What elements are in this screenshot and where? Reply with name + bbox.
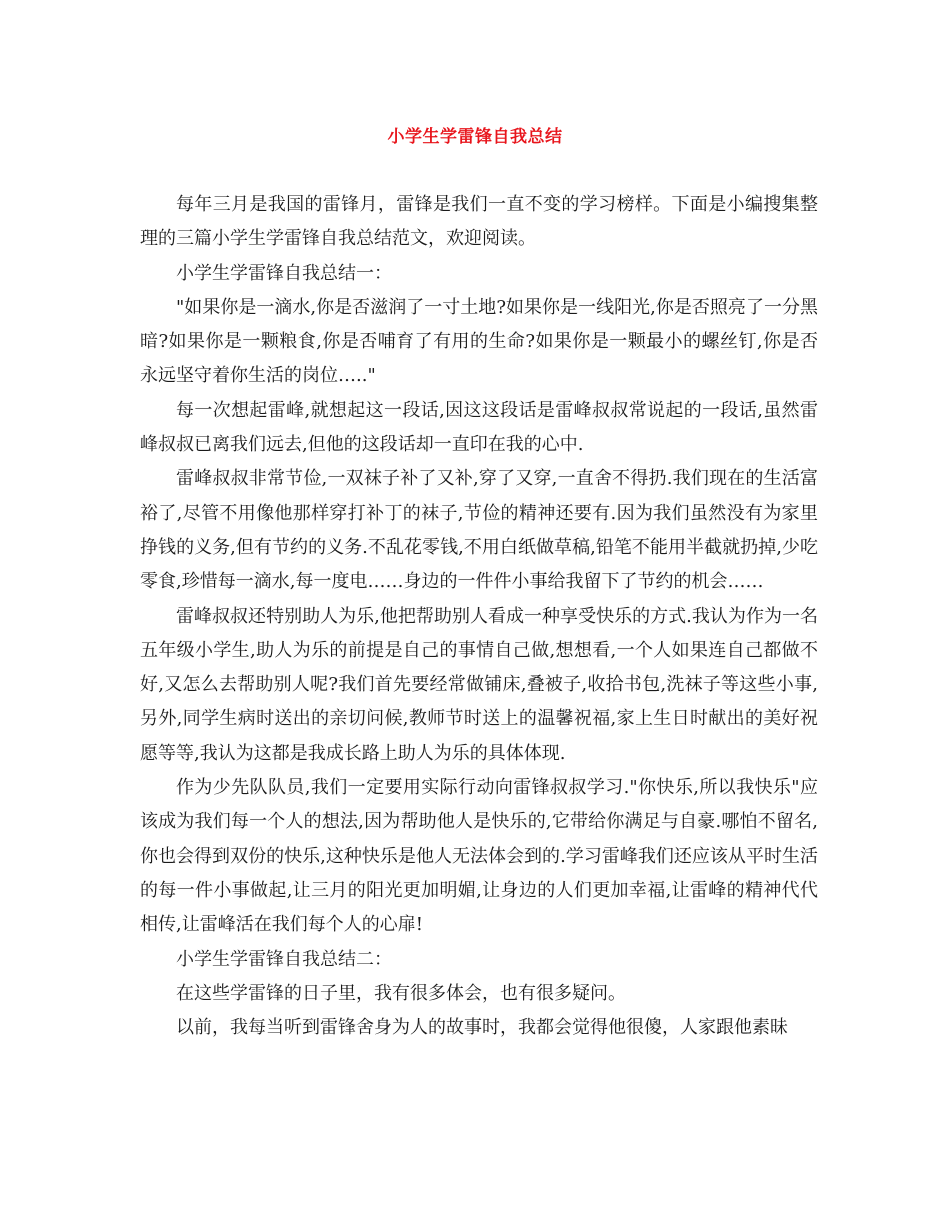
paragraph-intro: 每年三月是我国的雷锋月，雷锋是我们一直不变的学习榜样。下面是小编搜集整理的三篇小学生学雷锋自我总结范文，欢迎阅读。: [140, 194, 818, 250]
paragraph-quote: "如果你是一滴水,你是否滋润了一寸土地?如果你是一线阳光,你是否照亮了一分黑暗?如果你是一颗粮食,你是否哺育了有用的生命?如果你是一颗最小的螺丝钉,你是否永远坚守着你生活的岗位…..": [140, 296, 818, 387]
paragraph: 雷峰叔叔还特别助人为乐,他把帮助别人看成一种享受快乐的方式.我认为作为一名五年级小学生,助人为乐的前提是自己的事情自己做,想想看,一个人如果连自己都做不好,又怎么去帮助别人呢?我们首先要经常做铺床,叠被子,收拾书包,洗袜子等这些小事,另外,同学生病时送出的亲切问候,教师节时送上的温馨祝福,家上生日时献出的美好祝愿等等,我认为这都是我成长路上助人为乐的具体体现.: [140, 605, 818, 764]
paragraph: 雷峰叔叔非常节俭,一双袜子补了又补,穿了又穿,一直舍不得扔.我们现在的生活富裕了,尽管不用像他那样穿打补丁的袜子,节俭的精神还要有.因为我们虽然没有为家里挣钱的义务,但有节约的义务.不乱花零钱,不用白纸做草稿,铅笔不能用半截就扔掉,少吃零食,珍惜每一滴水,每一度电……身边的一件件小事给我留下了节约的机会……: [140, 468, 818, 593]
paragraph: 在这些学雷锋的日子里，我有很多体会，也有很多疑问。: [176, 982, 626, 1004]
document-body: [140, 188, 818, 1045]
document-title: 小学生学雷锋自我总结: [387, 127, 563, 147]
section-heading-one: 小学生学雷锋自我总结一：: [176, 262, 392, 284]
section-heading-two: 小学生学雷锋自我总结二：: [176, 948, 392, 970]
paragraph: 每一次想起雷峰,就想起这一段话,因这这段话是雷峰叔叔常说起的一段话,虽然雷峰叔叔已离我们远去,但他的这段话却一直印在我的心中.: [140, 399, 818, 456]
paragraph: 以前，我每当听到雷锋舍身为人的故事时，我都会觉得他很傻，人家跟他素昧: [176, 1017, 788, 1039]
paragraph: 作为少先队队员,我们一定要用实际行动向雷锋叔叔学习."你快乐,所以我快乐"应该成为我们每一个人的想法,因为帮助他人是快乐的,它带给你满足与自豪.哪怕不留名,你也会得到双份的快乐,这种快乐是他人无法体会到的.学习雷峰我们还应该从平时生活的每一件小事做起,让三月的阳光更加明媚,让身边的人们更加幸福,让雷峰的精神代代相传,让雷峰活在我们每个人的心扉!: [140, 777, 818, 936]
